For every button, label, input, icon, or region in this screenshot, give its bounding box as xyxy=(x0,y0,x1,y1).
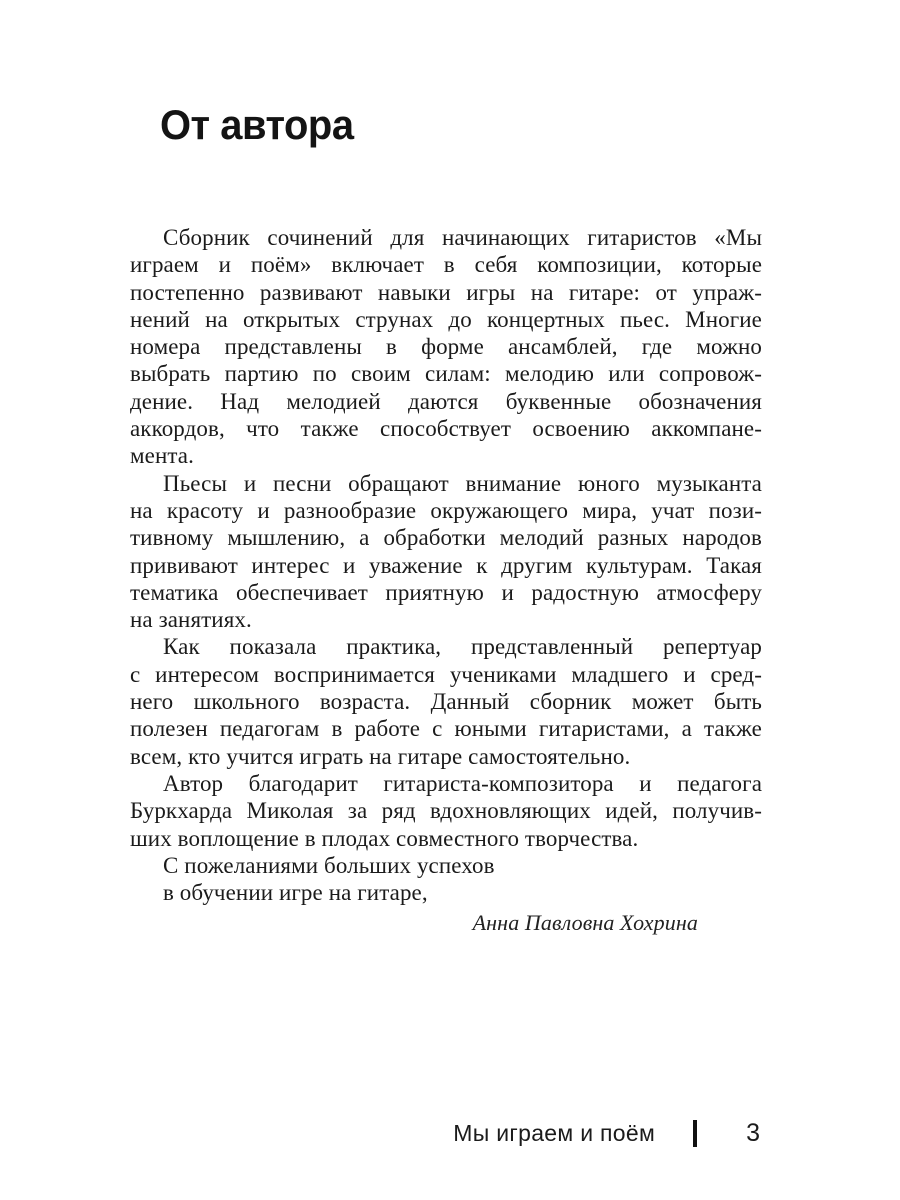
body-line: аккордов, что также способствует освоению аккомпане- xyxy=(130,416,762,442)
page-footer xyxy=(453,1118,760,1148)
body-line: него школьного возраста. Данный сборник может быть xyxy=(130,689,762,715)
body-line: дение. Над мелодией даются буквенные обозначения xyxy=(130,388,762,414)
body-line: на занятиях. xyxy=(130,607,252,633)
body-line: тивному мышлению, а обработки мелодий разных народов xyxy=(130,525,762,551)
author-signature: Анна Павловна Хохрина xyxy=(472,910,698,936)
body-line: ших воплощение в плодах совместного творчества. xyxy=(130,825,639,851)
body-line: тематика обеспечивает приятную и радостную атмосферу xyxy=(130,579,762,605)
body-line: Пьесы и песни обращают внимание юного музыканта xyxy=(163,470,762,496)
body-line: полезен педагогам в работе с юными гитаристами, а также xyxy=(130,716,762,742)
body-paragraphs xyxy=(130,224,762,906)
body-line: Автор благодарит гитариста-композитора и педагога xyxy=(163,770,762,796)
body-line: прививают интерес и уважение к другим культурам. Такая xyxy=(130,552,762,578)
body-line: С пожеланиями больших успехов xyxy=(163,852,495,878)
body-line: Буркхарда Миколая за ряд вдохновляющих идей, получив- xyxy=(130,798,762,824)
body-line: на красоту и разнообразие окружающего мира, учат пози- xyxy=(130,497,762,523)
body-line: играем и поём» включает в себя композиции, которые xyxy=(130,252,762,278)
body-line: номера представлены в форме ансамблей, где можно xyxy=(130,334,762,360)
body-line: в обучении игре на гитаре, xyxy=(163,880,428,906)
body-line: постепенно развивают навыки игры на гитаре: от упраж- xyxy=(130,279,762,305)
body-line: с интересом воспринимается учениками младшего и сред- xyxy=(130,661,762,687)
footer-divider-bar xyxy=(693,1120,697,1147)
body-line: Как показала практика, представленный репертуар xyxy=(163,634,762,660)
body-text-column xyxy=(130,224,762,937)
body-line: выбрать партию по своим силам: мелодию или сопровож- xyxy=(130,361,762,387)
body-line: всем, кто учится играть на гитаре самостоятельно. xyxy=(130,743,631,769)
footer-book-title: Мы играем и поём xyxy=(453,1119,656,1146)
body-line: мента. xyxy=(130,443,194,469)
footer-page-number: 3 xyxy=(746,1118,760,1147)
page-title: От автора xyxy=(160,101,354,148)
body-line: нений на открытых струнах до концертных пьес. Многие xyxy=(130,306,762,332)
body-line: Сборник сочинений для начинающих гитаристов «Мы xyxy=(163,225,762,250)
